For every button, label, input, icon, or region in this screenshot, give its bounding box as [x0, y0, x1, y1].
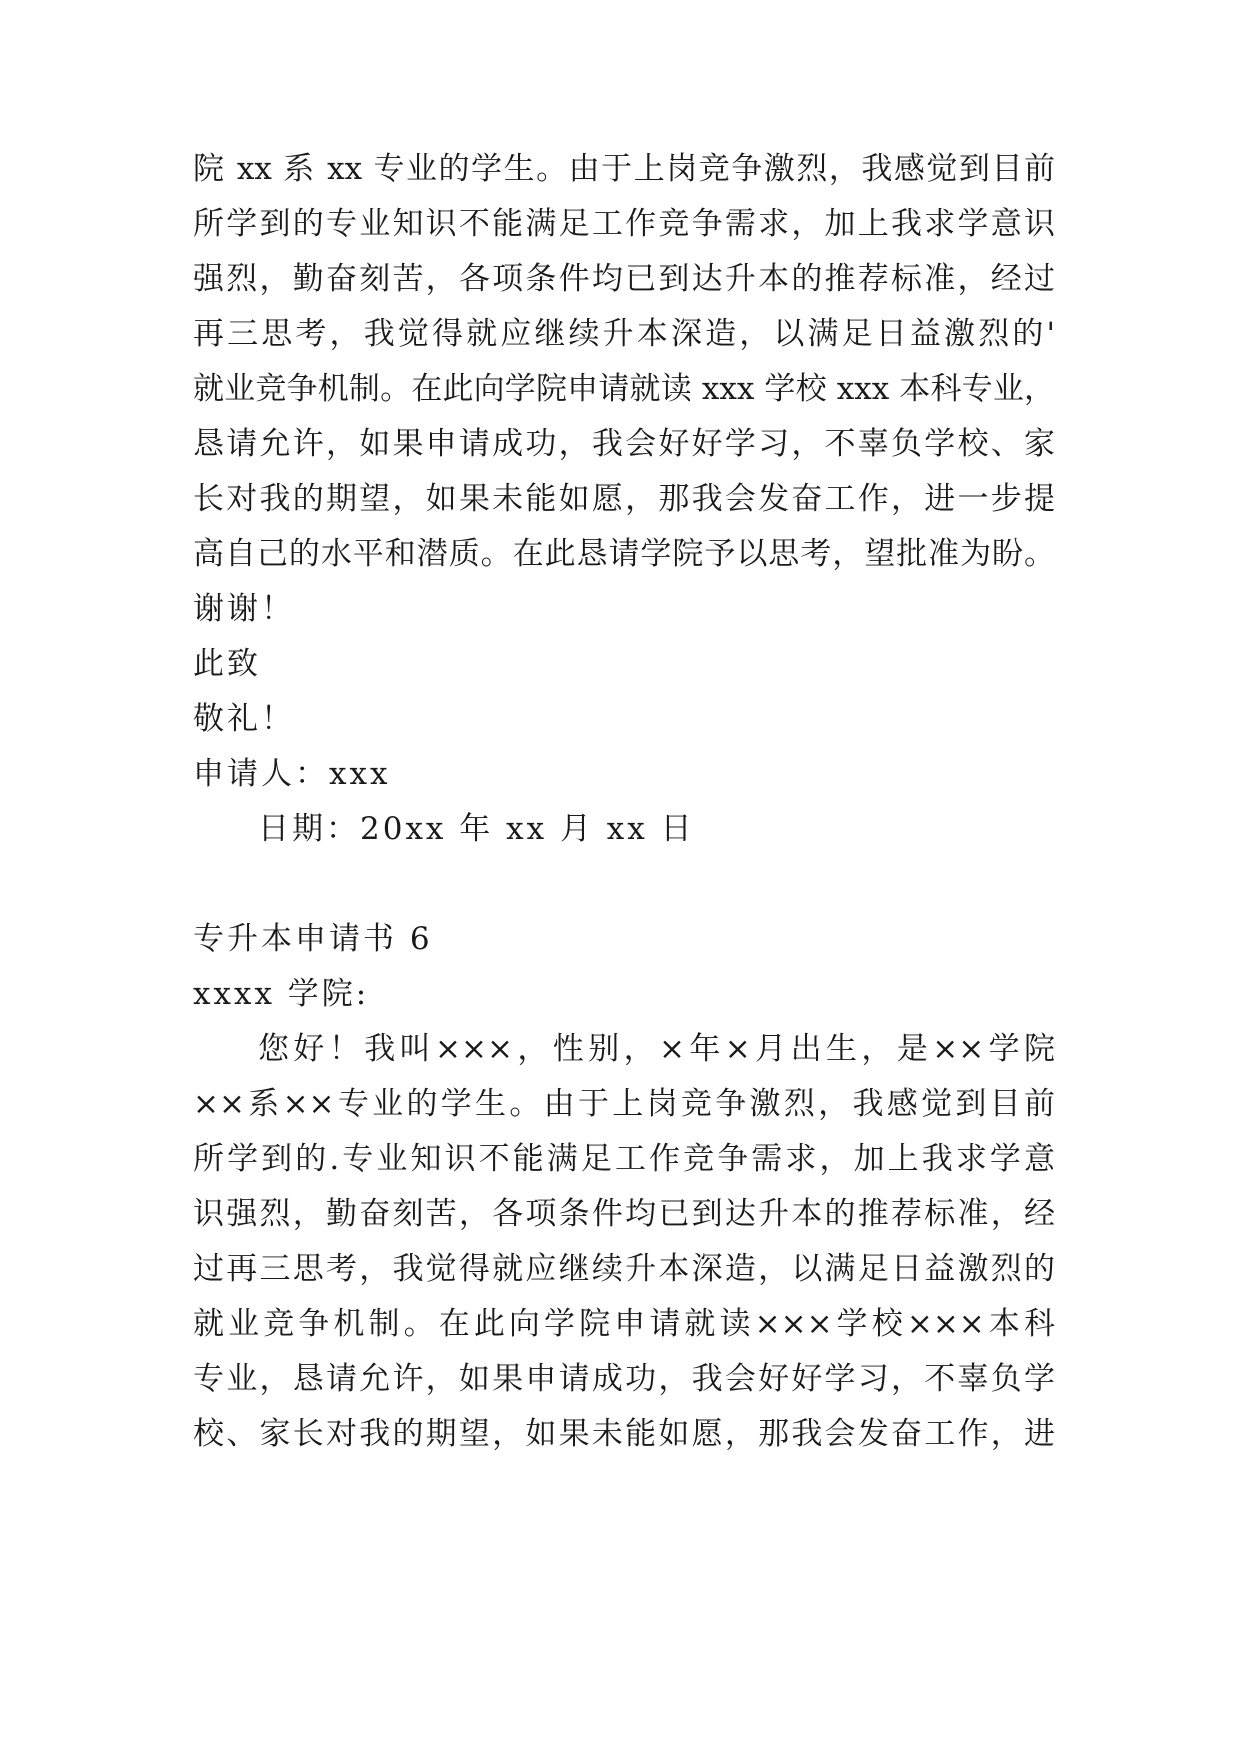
paragraph-line: 就业竞争机制。在此向学院申请就读 xxx 学校 xxx 本科专业， — [193, 371, 1055, 407]
paragraph-line: 恳请允许，如果申请成功，我会好好学习，不辜负学校、家 — [193, 426, 1055, 462]
applicant-line: 申请人：xxx — [193, 756, 391, 792]
paragraph-line: 专业，恳请允许，如果申请成功，我会好好学习，不辜负学 — [193, 1361, 1055, 1397]
closing-line: 此致 — [193, 646, 261, 682]
paragraph-line: 您好！我叫×××，性别，×年×月出生，是××学院 — [258, 1031, 1055, 1067]
paragraph-line: 长对我的期望，如果未能如愿，那我会发奋工作，进一步提 — [193, 481, 1055, 517]
paragraph-line: 高自己的水平和潜质。在此恳请学院予以思考，望批准为盼。 — [193, 536, 1055, 572]
paragraph-line: 院 xx 系 xx 专业的学生。由于上岗竞争激烈，我感觉到目前 — [193, 151, 1055, 187]
paragraph-line: 再三思考，我觉得就应继续升本深造，以满足日益激烈的' — [193, 316, 1055, 352]
paragraph-line: 过再三思考，我觉得就应继续升本深造，以满足日益激烈的 — [193, 1251, 1055, 1287]
paragraph-line: 所学到的.专业知识不能满足工作竞争需求，加上我求学意 — [193, 1141, 1055, 1177]
date-line: 日期：20xx 年 xx 月 xx 日 — [258, 811, 695, 847]
thanks-line: 谢谢！ — [193, 591, 295, 627]
closing-line: 敬礼！ — [193, 701, 295, 737]
paragraph-line: 强烈，勤奋刻苦，各项条件均已到达升本的推荐标准，经过 — [193, 261, 1055, 297]
paragraph-line: 识强烈，勤奋刻苦，各项条件均已到达升本的推荐标准，经 — [193, 1196, 1055, 1232]
section-title: 专升本申请书 6 — [193, 921, 433, 957]
paragraph-line: 校、家长对我的期望，如果未能如愿，那我会发奋工作，进 — [193, 1416, 1055, 1452]
paragraph-line: 所学到的专业知识不能满足工作竞争需求，加上我求学意识 — [193, 206, 1055, 242]
paragraph-line: ××系××专业的学生。由于上岗竞争激烈，我感觉到目前 — [193, 1086, 1055, 1122]
paragraph-line: 就业竞争机制。在此向学院申请就读×××学校×××本科 — [193, 1306, 1055, 1342]
recipient-line: xxxx 学院: — [193, 976, 370, 1012]
